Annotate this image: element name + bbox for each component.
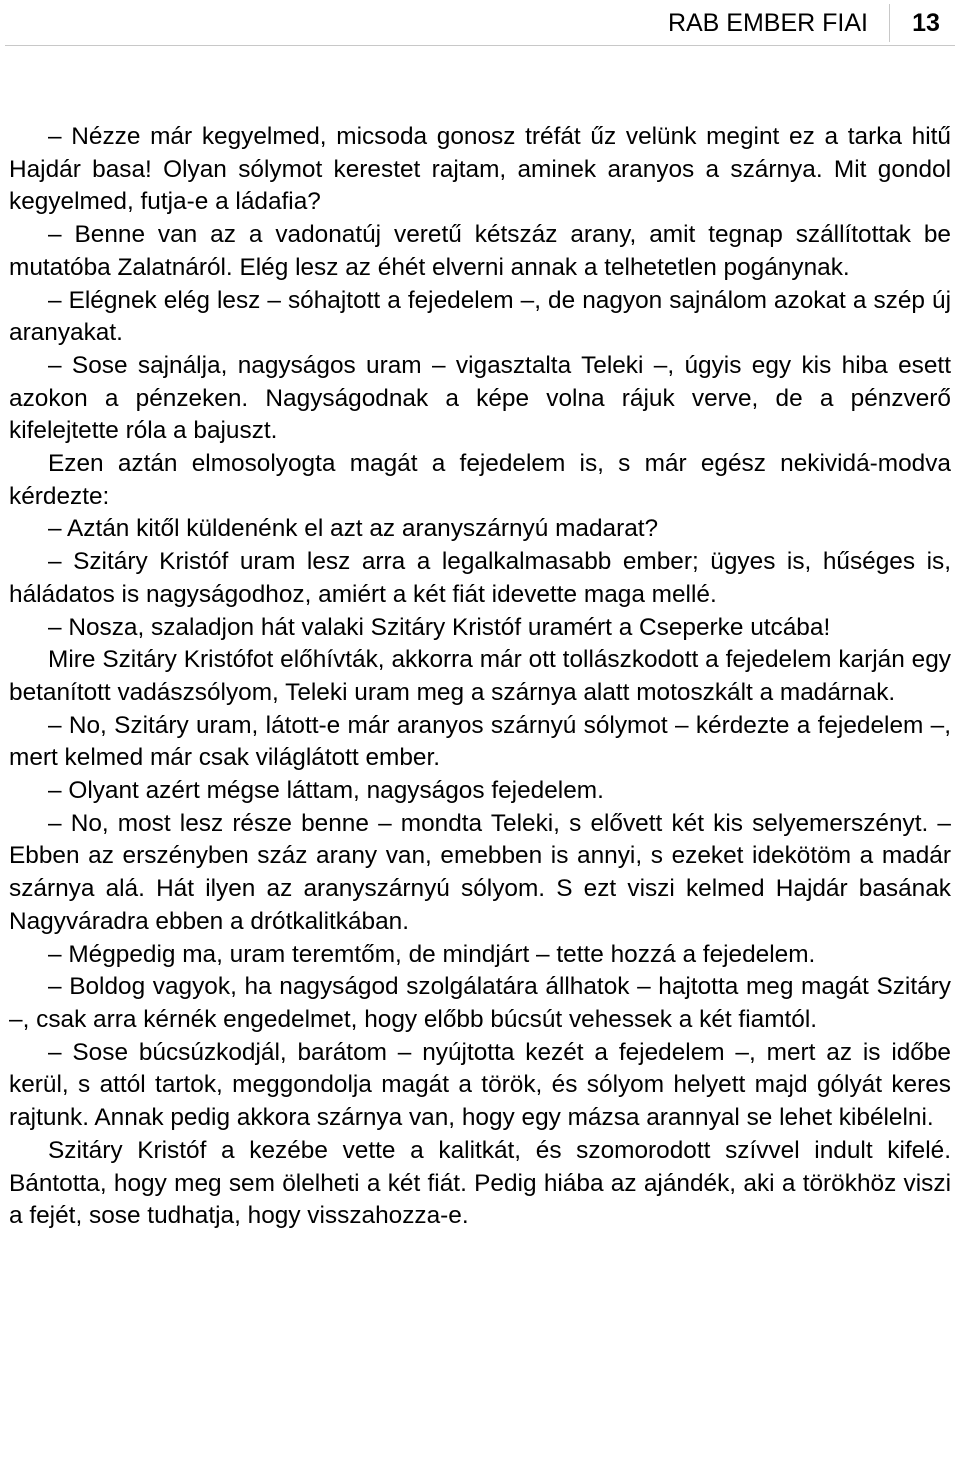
- paragraph: – Olyant azért mégse láttam, nagyságos fejedelem.: [48, 777, 604, 805]
- page-body: [9, 121, 951, 1233]
- running-title: RAB EMBER FIAI: [667, 9, 868, 37]
- paragraph: – Elégnek elég lesz – sóhajtott a fejedelem –, de nagyon sajnálom azokat a szép új aranyakat.: [9, 286, 951, 347]
- header-rule: [5, 45, 955, 46]
- header-separator: [889, 4, 890, 42]
- paragraph: – Mégpedig ma, uram teremtőm, de mindjárt – tette hozzá a fejedelem.: [48, 940, 816, 968]
- paragraph: – No, Szitáry uram, látott-e már aranyos szárnyú sólymot – kérdezte a fejedelem –, mert kelmed már csak világlátott ember.: [9, 711, 951, 772]
- page-number: 13: [912, 9, 940, 37]
- paragraph: – Sose búcsúzkodjál, barátom – nyújtotta kezét a fejedelem –, mert az is időbe kerül, s attól tartok, meggondolja magát a török, és sólyom helyett majd gólyát keres rajtunk. Annak pedig akkora szárnya van, hogy egy mázsa arannyal se lehet kibélelni.: [9, 1038, 951, 1132]
- paragraph: – Nézze már kegyelmed, micsoda gonosz tréfát űz velünk megint ez a tarka hitű Hajdár basa! Olyan sólymot kerestet rajtam, aminek aranyos a szárnya. Mit gondol kegyelmed, futja-e a ládafia?: [9, 123, 951, 216]
- paragraph: – Sose sajnálja, nagyságos uram – vigasztalta Teleki –, úgyis egy kis hiba esett azokon a pénzeken. Nagyságodnak a képe volna rájuk verve, de a pénzverő kifelejtette róla a bajuszt.: [9, 351, 951, 445]
- paragraph: – Boldog vagyok, ha nagyságod szolgálatára állhatok – hajtotta meg magát Szitáry –, csak arra kérnék engedelmet, hogy előbb búcsút vehessek a két fiamtól.: [9, 973, 951, 1033]
- paragraph: – Aztán kitől küldenénk el azt az aranyszárnyú madarat?: [48, 515, 659, 543]
- paragraph: Szitáry Kristóf a kezébe vette a kalitkát, és szomorodott szívvel indult kifelé. Bántotta, hogy meg sem ölelheti a két fiát. Pedig hiába az ajándék, aki a törökhöz viszi a fejét, sose tudhatja, hogy visszahozza-e.: [9, 1136, 951, 1230]
- paragraph: – Benne van az a vadonatúj veretű kétszáz arany, amit tegnap szállítottak be mutatóba Zalatnáról. Elég lesz az éhét elverni annak a telhetetlen pogánynak.: [9, 221, 951, 281]
- running-header: [0, 0, 960, 46]
- paragraph: Ezen aztán elmosolyogta magát a fejedelem is, s már egész nekividá-modva kérdezte:: [9, 450, 951, 510]
- paragraph: – No, most lesz része benne – mondta Teleki, s elővett két kis selyemerszényt. – Ebben az erszényben száz arany van, emebben is annyi, s ezeket idekötöm a madár szárnya alá. Hát ilyen az aranyszárnyú sólyom. S ezt viszi kelmed Hajdár basának Nagyváradra ebben a drótkalitkában.: [9, 809, 951, 935]
- paragraph: – Szitáry Kristóf uram lesz arra a legalkalmasabb ember; ügyes is, hűséges is, háládatos is nagyságodhoz, amiért a két fiát idevette maga mellé.: [9, 548, 951, 608]
- paragraph: Mire Szitáry Kristófot előhívták, akkorra már ott tollászkodott a fejedelem karján egy betanított vadászsólyom, Teleki uram meg a szárnya alatt motoszkált a madárnak.: [9, 646, 951, 706]
- paragraph: – Nosza, szaladjon hát valaki Szitáry Kristóf uramért a Cseperke utcába!: [48, 613, 831, 641]
